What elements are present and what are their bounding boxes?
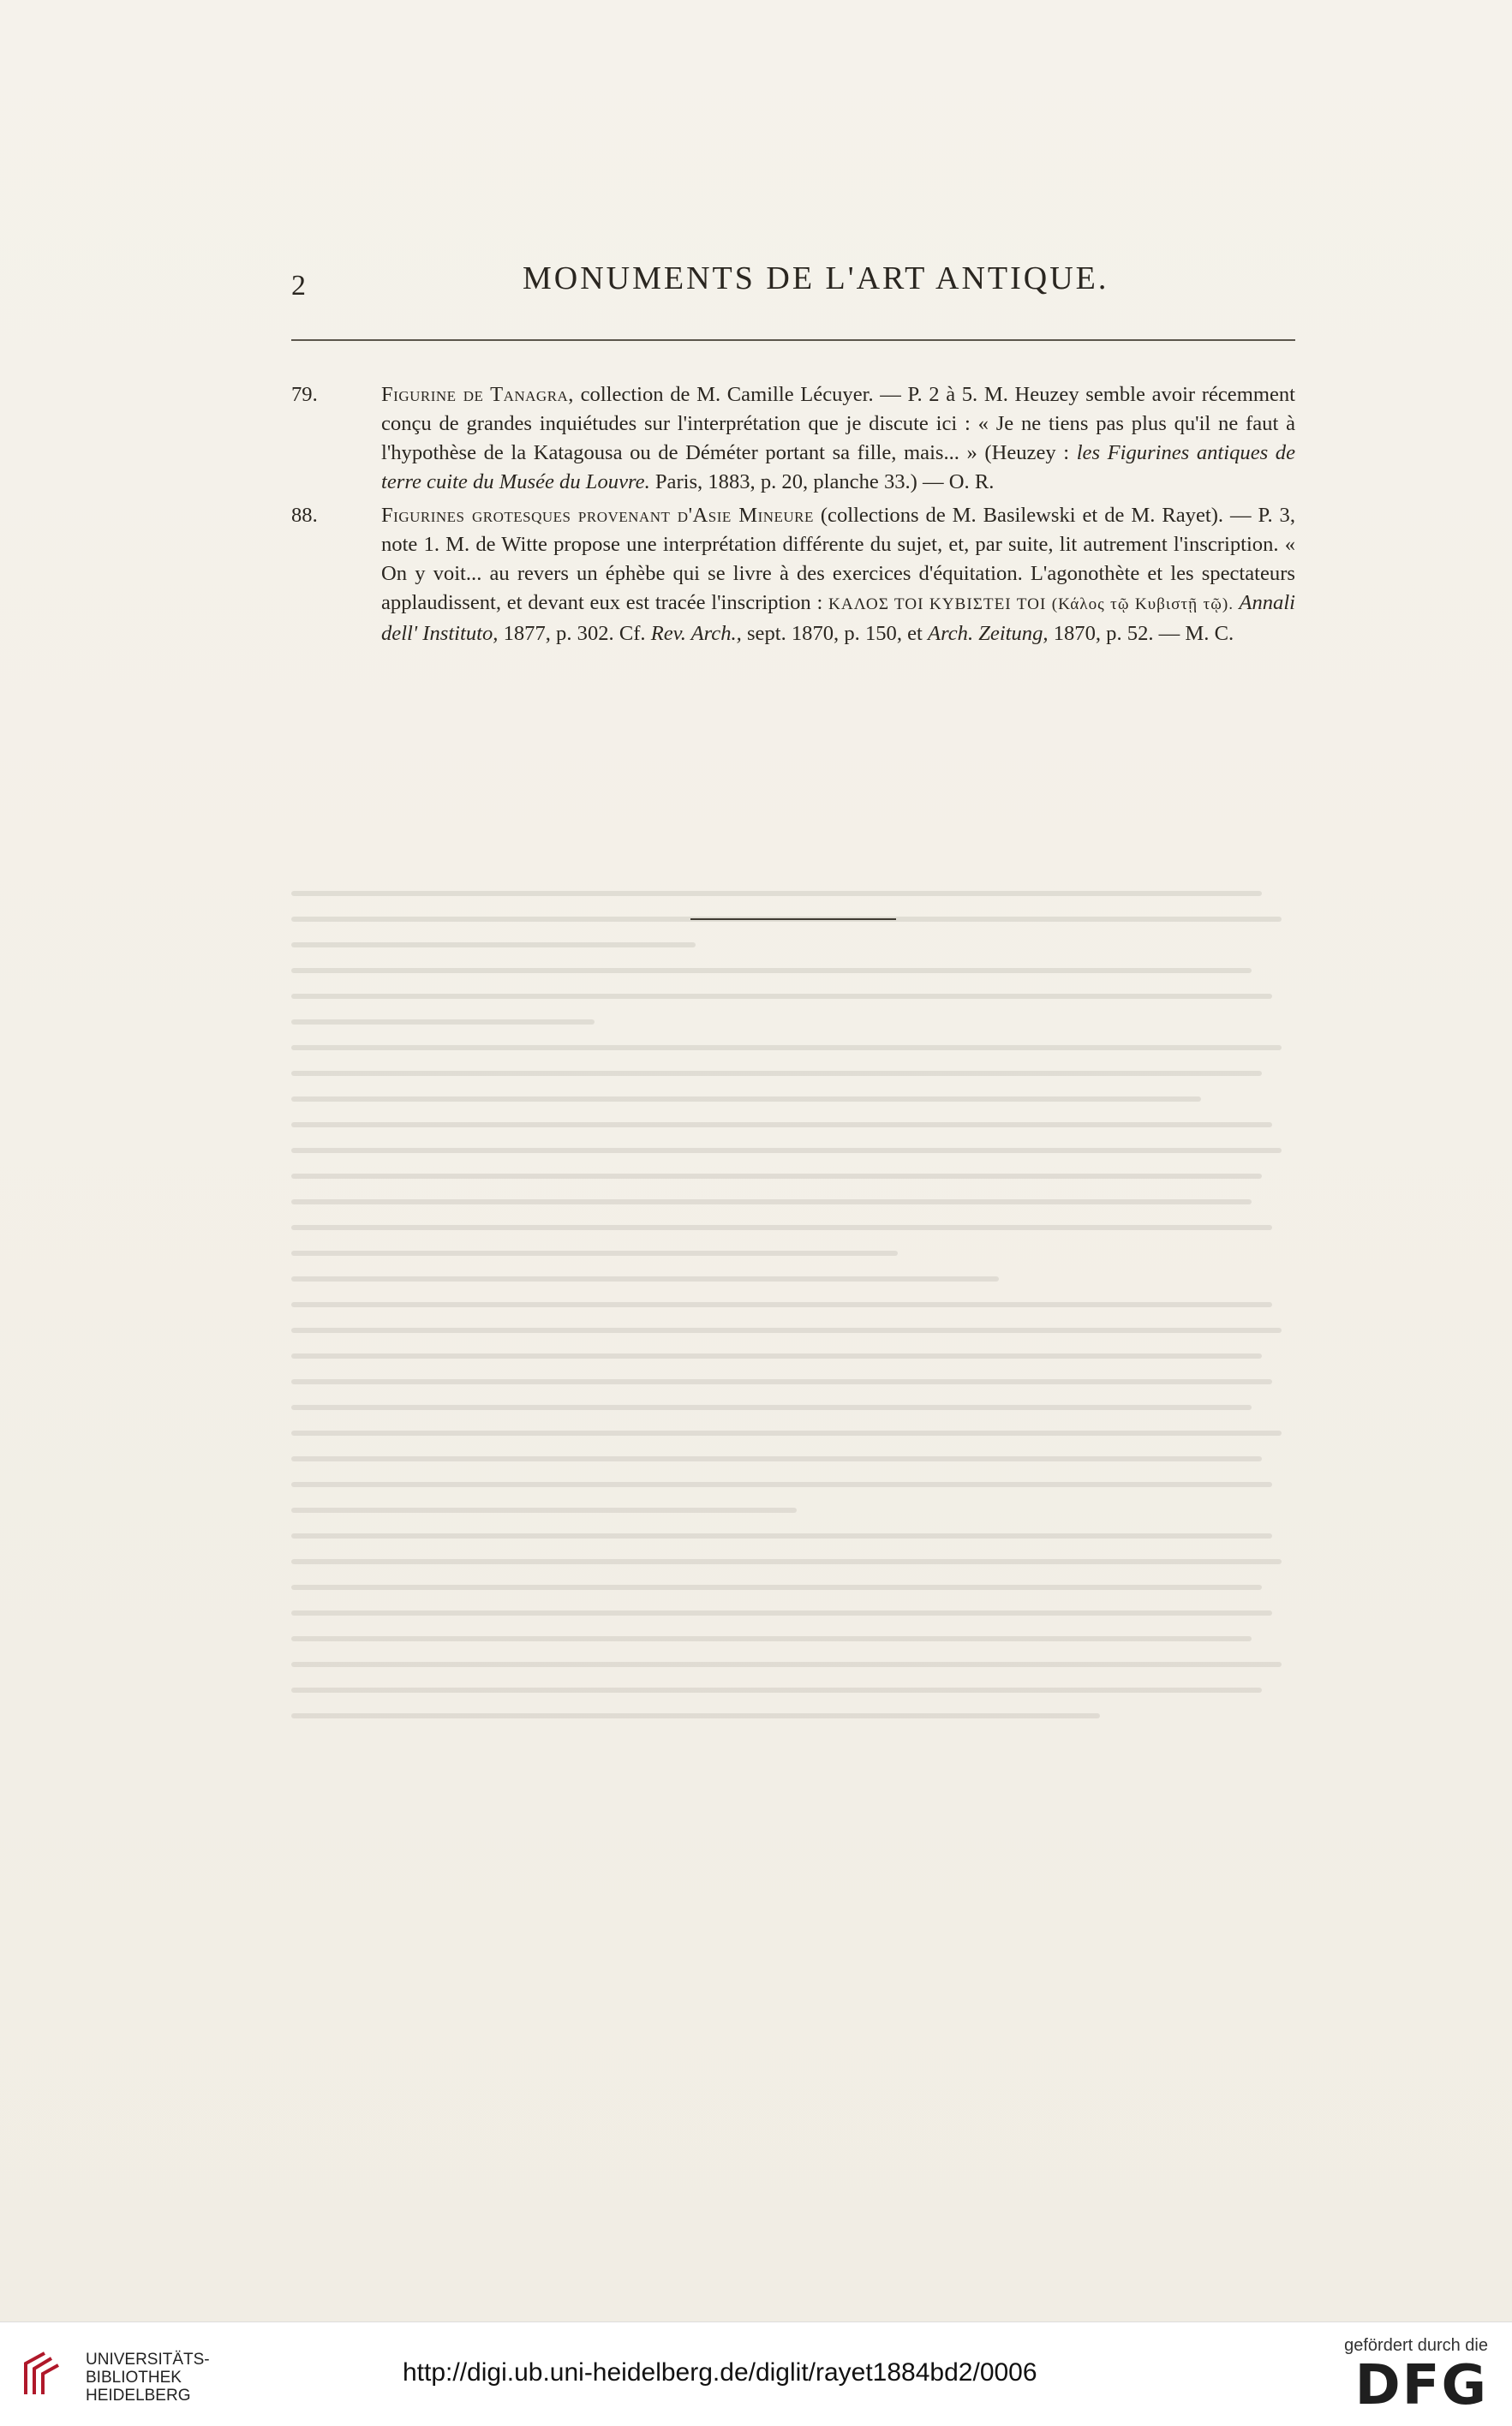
note-text: Paris, 1883, p. 20, planche 33.) — O. R. bbox=[649, 470, 995, 493]
note-text: 1877, p. 302. Cf. bbox=[498, 622, 651, 645]
library-name bbox=[86, 2351, 210, 2405]
library-name-line: UNIVERSITÄTS- bbox=[86, 2351, 210, 2369]
note-body bbox=[381, 501, 1295, 648]
university-library-logo-icon bbox=[19, 2348, 72, 2401]
page-number: 2 bbox=[291, 270, 306, 302]
note-text: (collections de M. Basilewski et de M. Rayet). — P. 3, note 1. M. de Witte propose une interprétation différente du sujet, et, par suite, lit autrement l'inscription. « On y voit... au revers un éphèbe qui se livre à des exercices d'équitation. L'agonothète et les spectateurs applaudissent, et devant eux est tracée l'inscription : bbox=[381, 504, 1295, 614]
note-citation-title: Annali dell' Instituto, bbox=[381, 591, 1296, 645]
note-citation-title: Rev. Arch., bbox=[650, 622, 742, 645]
digitization-footer bbox=[0, 2321, 1512, 2426]
bleed-through-text bbox=[291, 891, 1302, 1919]
library-name-line: BIBLIOTHEK bbox=[86, 2369, 182, 2387]
permalink-url[interactable]: http://digi.ub.uni-heidelberg.de/diglit/rayet1884bd2/0006 bbox=[403, 2358, 1037, 2387]
funding-caption: gefördert durch die bbox=[1344, 2336, 1488, 2355]
note-number: 88. bbox=[291, 504, 318, 527]
note-citation-title: Arch. Zeitung, bbox=[928, 622, 1049, 645]
note-heading: Figurine de Tanagra, bbox=[381, 383, 574, 406]
note-88 bbox=[291, 501, 1295, 648]
note-body bbox=[381, 380, 1295, 497]
note-citation-title: les Figurines antiques de terre cuite du Musée du Louvre. bbox=[381, 441, 1295, 493]
note-79 bbox=[291, 380, 1295, 497]
note-number: 79. bbox=[291, 383, 318, 406]
running-title: MONUMENTS DE L'ART ANTIQUE. bbox=[523, 260, 1109, 296]
dfg-logo: DFG bbox=[1354, 2354, 1488, 2417]
greek-inscription: ΚΑΛΟΣ ΤΟΙ ΚΥΒΙΣΤΕΙ ΤΟΙ bbox=[828, 595, 1047, 613]
note-text: collection de M. Camille Lécuyer. — P. 2 à 5. M. Heuzey semble avoir récemment conçu de grandes inquiétudes sur l'interprétation que je discute ici : « Je ne tiens pas plus qu'il ne faut à l'hypothèse de la Katagousa ou de Déméter portant sa fille, mais... » (Heuzey : bbox=[381, 383, 1295, 464]
header-rule bbox=[291, 339, 1295, 341]
funding-notice bbox=[1344, 2336, 1488, 2416]
greek-transliteration: (Κάλος τῷ Κυβιστῇ τῷ). bbox=[1046, 595, 1240, 613]
note-text: sept. 1870, p. 150, et bbox=[741, 622, 929, 645]
note-heading: Figurines grotesques provenant d'Asie Mineure bbox=[381, 504, 814, 527]
note-text: 1870, p. 52. — M. C. bbox=[1048, 622, 1234, 645]
library-name-line: HEIDELBERG bbox=[86, 2387, 191, 2405]
